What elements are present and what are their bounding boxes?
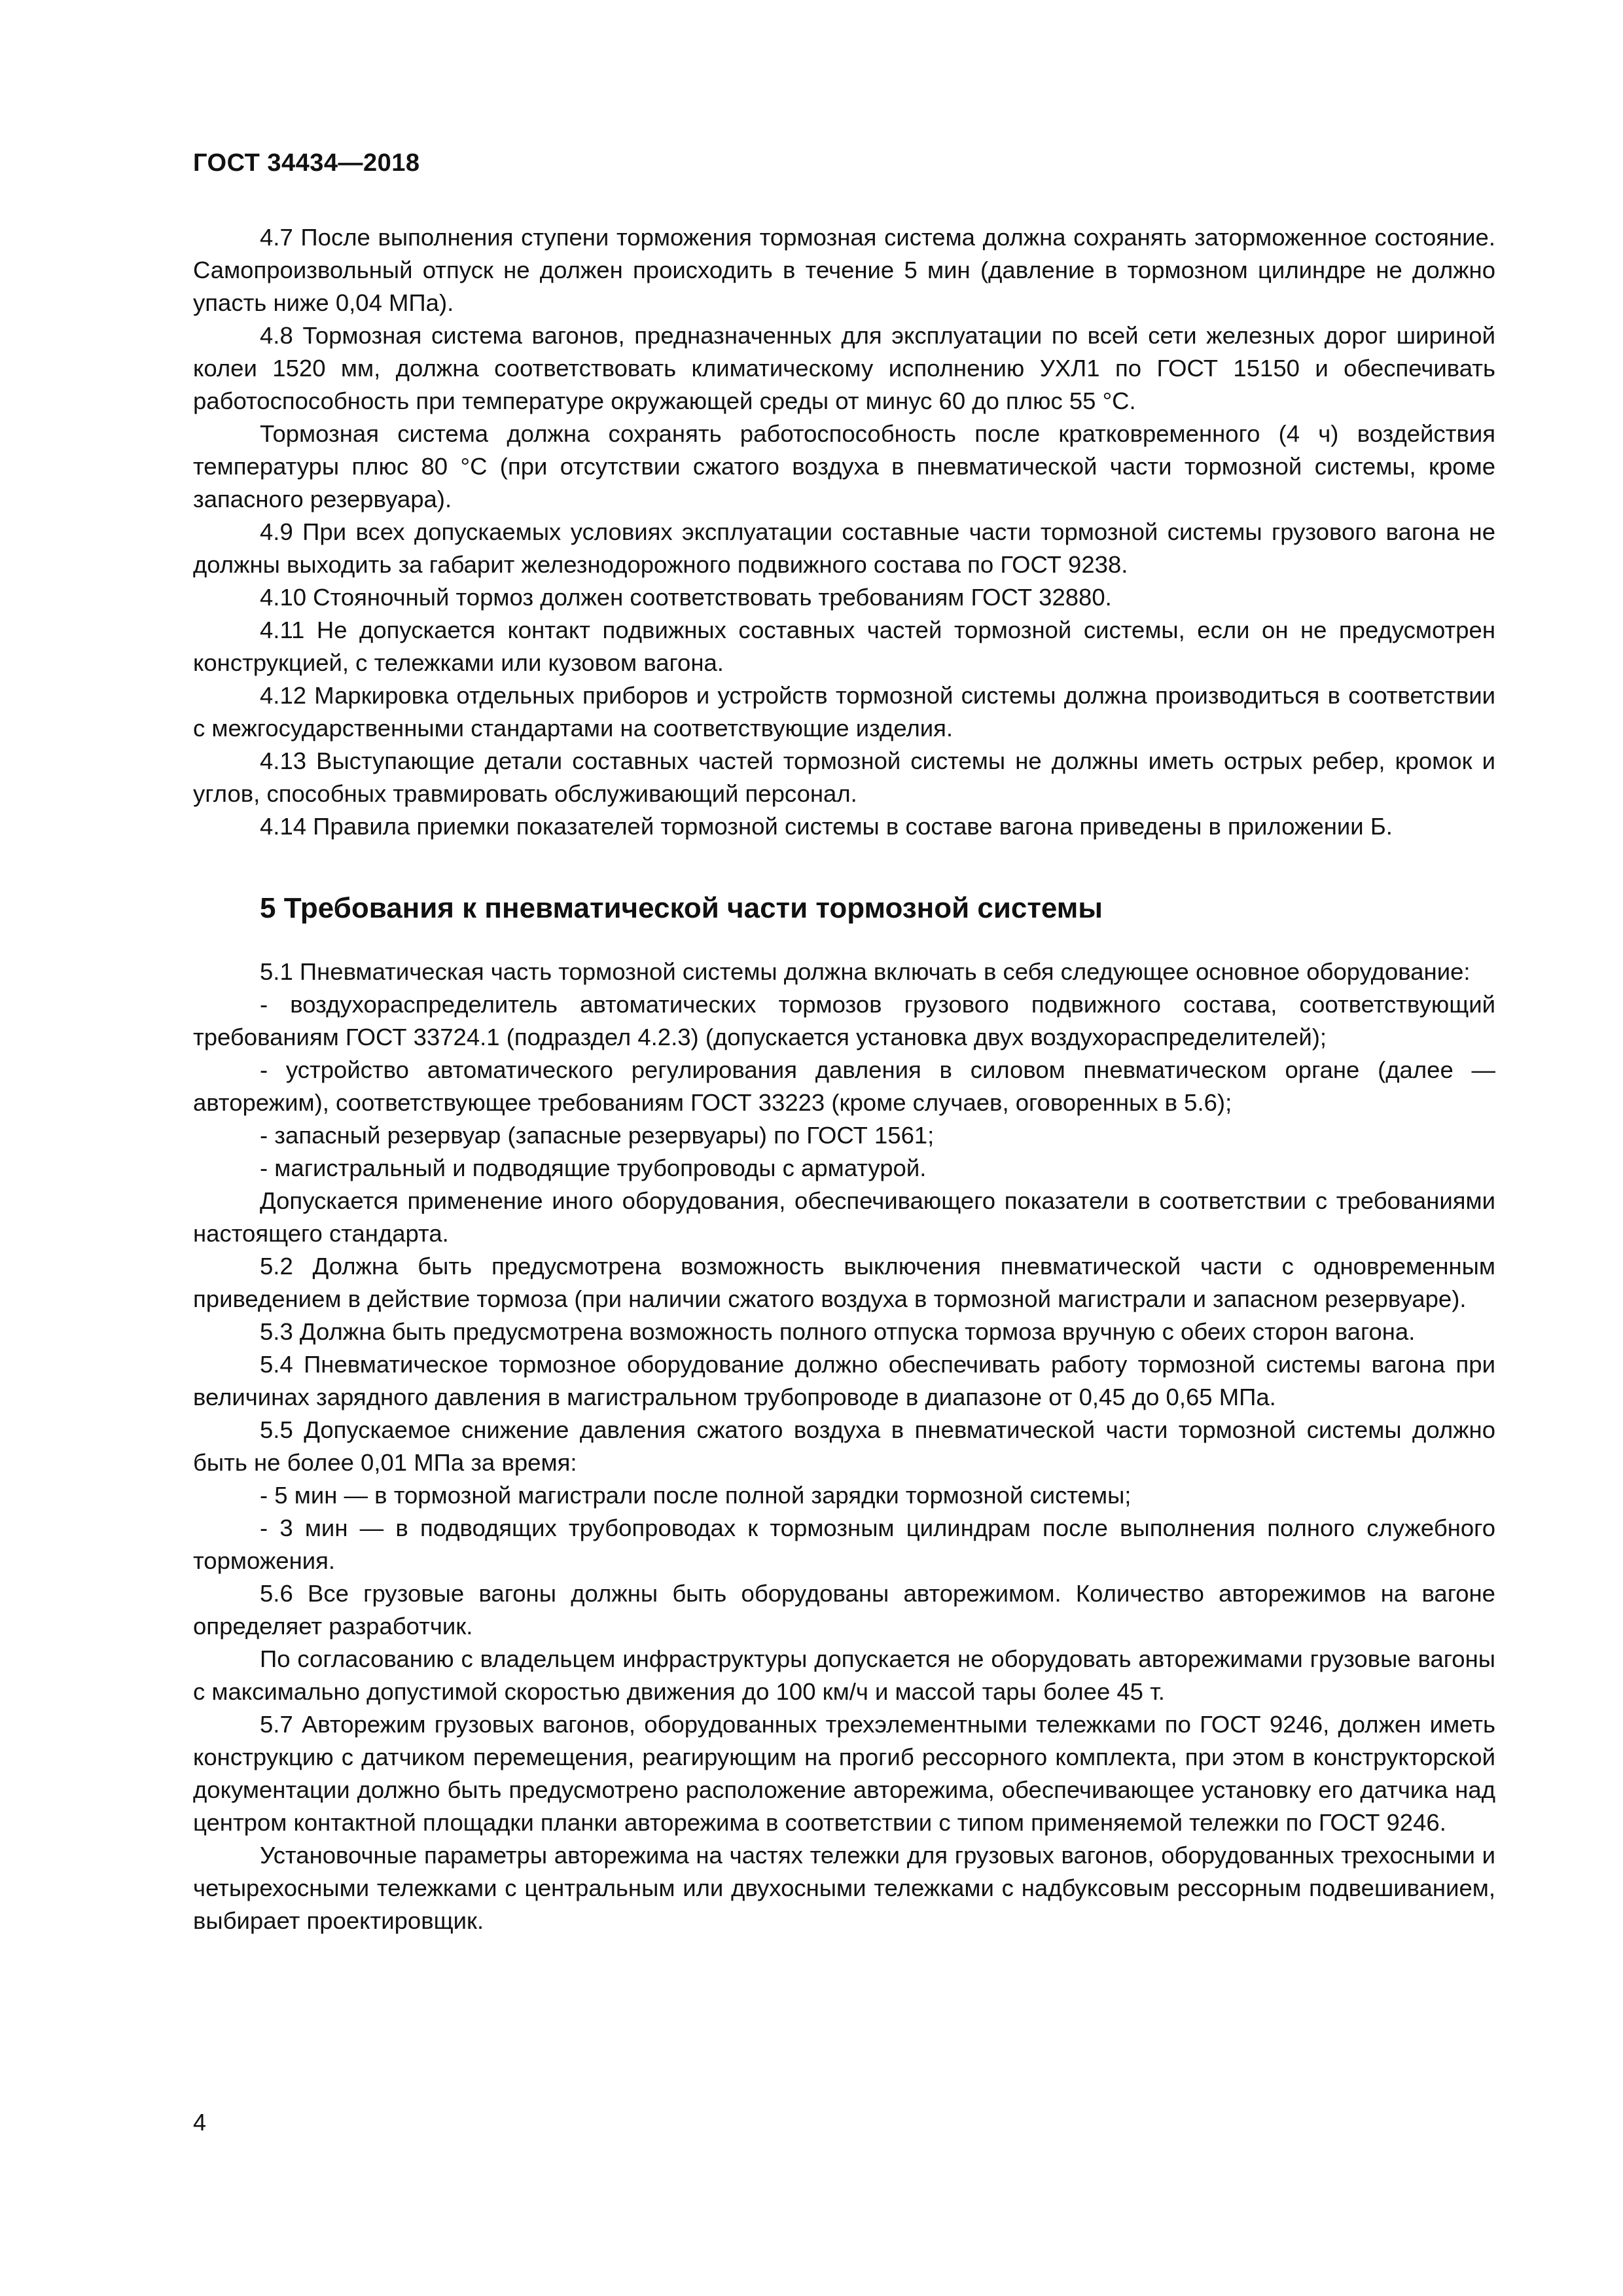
document-code: ГОСТ 34434—2018 [193,149,420,177]
paragraph-4-8: 4.8 Тормозная система вагонов, предназначенных для эксплуатации по всей сети железных дорог шириной колеи 1520 мм, должна соответствовать климатическому исполнению УХЛ1 по ГОСТ 15150 и обеспечивать работоспособность при температуре окружающей среды от минус 60 до плюс 55 °С. [193,322,1495,414]
list-item-air-distributor: - воздухораспределитель автоматических тормозов грузового подвижного состава, соответствующий требованиям ГОСТ 33724.1 (подраздел 4.2.3) (допускается установка двух воздухораспределителей); [193,991,1495,1050]
paragraph-4-12: 4.12 Маркировка отдельных приборов и устройств тормозной системы должна производиться в соответствии с межгосударственными стандартами на соответствующие изделия. [193,682,1495,742]
section-5-heading: 5 Требования к пневматической части тормозной системы [260,892,1103,924]
paragraph-4-7: 4.7 После выполнения ступени торможения тормозная система должна сохранять заторможенное состояние. Самопроизвольный отпуск не должен происходить в течение 5 мин (давление в тормозном цилиндре не должно упасть ниже 0,04 МПа). [193,224,1495,316]
list-item-pipelines: - магистральный и подводящие трубопроводы с арматурой. [260,1155,927,1181]
paragraph-5-7-cont: Установочные параметры авторежима на частях тележки для грузовых вагонов, оборудованных трехосными и четырехосными тележками с центральным или двухосными тележками с надбуксовым рессорным подвешиванием, выбирает проектировщик. [193,1842,1495,1934]
paragraph-5-1: 5.1 Пневматическая часть тормозной системы должна включать в себя следующее основное оборудование: [260,958,1471,985]
document-body [193,221,1495,1937]
list-item-reservoir: - запасный резервуар (запасные резервуары) по ГОСТ 1561; [260,1122,935,1149]
paragraph-4-14: 4.14 Правила приемки показателей тормозной системы в составе вагона приведены в приложении Б. [260,813,1393,840]
paragraph-5-6-cont: По согласованию с владельцем инфраструктуры допускается не оборудовать авторежимами грузовые вагоны с максимально допустимой скоростью движения до 100 км/ч и массой тары более 45 т. [193,1645,1495,1705]
paragraph-4-8-cont: Тормозная система должна сохранять работоспособность после кратковременного (4 ч) воздействия температуры плюс 80 °С (при отсутствии сжатого воздуха в пневматической части тормозной системы, кроме запасного резервуара). [193,420,1495,512]
section-4-body [193,221,1495,843]
paragraph-5-7: 5.7 Авторежим грузовых вагонов, оборудованных трехэлементными тележками по ГОСТ 9246, должен иметь конструкцию с датчиком перемещения, реагирующим на прогиб рессорного комплекта, при этом в конструкторской документации должно быть предусмотрено расположение авторежима, обеспечивающее установку его датчика над центром контактной площадки планки авторежима в соответствии с типом применяемой тележки по ГОСТ 9246. [193,1711,1495,1836]
section-5-body [193,956,1495,1937]
paragraph-5-1-cont: Допускается применение иного оборудования, обеспечивающего показатели в соответствии с требованиями настоящего стандарта. [193,1187,1495,1247]
paragraph-5-2: 5.2 Должна быть предусмотрена возможность выключения пневматической части с одновременным приведением в действие тормоза (при наличии сжатого воздуха в тормозной магистрали и запасном резервуаре). [193,1253,1495,1312]
paragraph-5-4: 5.4 Пневматическое тормозное оборудование должно обеспечивать работу тормозной системы вагона при величинах зарядного давления в магистральном трубопроводе в диапазоне от 0,45 до 0,65 МПа. [193,1351,1495,1410]
paragraph-4-11: 4.11 Не допускается контакт подвижных составных частей тормозной системы, если он не предусмотрен конструкцией, с тележками или кузовом вагона. [193,617,1495,676]
page-number: 4 [193,2109,207,2136]
paragraph-5-3: 5.3 Должна быть предусмотрена возможность полного отпуска тормоза вручную с обеих сторон вагона. [260,1318,1416,1345]
paragraph-4-13: 4.13 Выступающие детали составных частей тормозной системы не должны иметь острых ребер, кромок и углов, способных травмировать обслуживающий персонал. [193,747,1495,807]
paragraph-5-5: 5.5 Допускаемое снижение давления сжатого воздуха в пневматической части тормозной системы должно быть не более 0,01 МПа за время: [193,1416,1495,1476]
list-item-auto-mode: - устройство автоматического регулирования давления в силовом пневматическом органе (далее — авторежим), соответствующее требованиям ГОСТ 33223 (кроме случаев, оговоренных в 5.6); [193,1056,1495,1116]
paragraph-4-9: 4.9 При всех допускаемых условиях эксплуатации составные части тормозной системы грузового вагона не должны выходить за габарит железнодорожного подвижного состава по ГОСТ 9238. [193,518,1495,578]
list-item-5-min: - 5 мин — в тормозной магистрали после полной зарядки тормозной системы; [260,1482,1132,1509]
paragraph-5-6: 5.6 Все грузовые вагоны должны быть оборудованы авторежимом. Количество авторежимов на вагоне определяет разработчик. [193,1580,1495,1640]
list-item-3-min: - 3 мин — в подводящих трубопроводах к тормозным цилиндрам после выполнения полного служебного торможения. [193,1515,1495,1574]
paragraph-4-10: 4.10 Стояночный тормоз должен соответствовать требованиям ГОСТ 32880. [260,584,1112,611]
